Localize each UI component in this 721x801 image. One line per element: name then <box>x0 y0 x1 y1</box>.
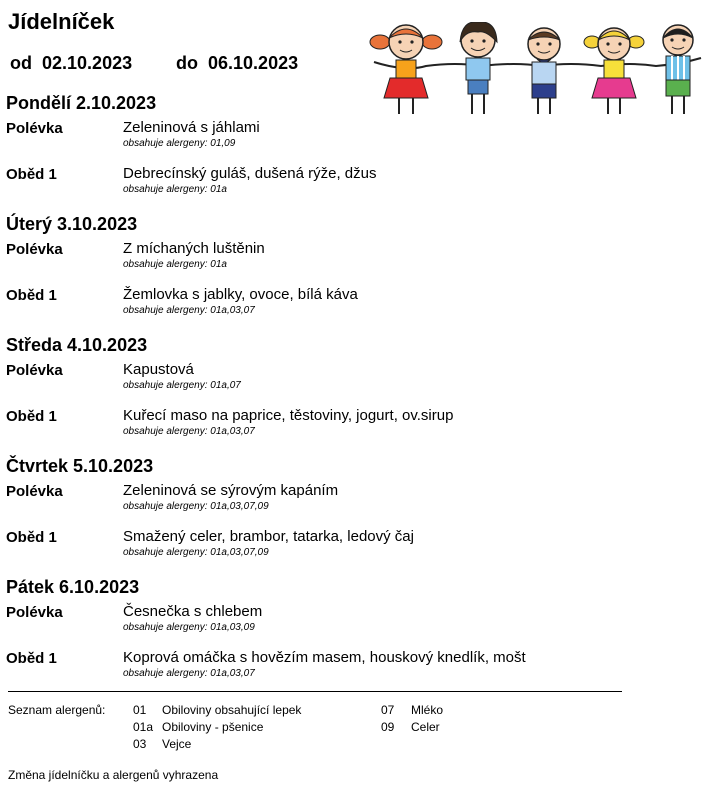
meal-text: Z míchaných luštěnin <box>123 240 265 257</box>
meal-row-soup <box>6 238 626 284</box>
meal-allergens: obsahuje alergeny: 01a,03,09 <box>123 622 255 633</box>
day-block-friday <box>6 577 626 693</box>
meal-allergens: obsahuje alergeny: 01a,03,07 <box>123 426 255 437</box>
meal-text: Debrecínský guláš, dušená rýže, džus <box>123 165 377 182</box>
allergen-code: 09 <box>381 720 395 734</box>
meal-label: Oběd 1 <box>6 166 57 183</box>
allergen-name: Mléko <box>411 703 444 717</box>
meal-text: Smažený celer, brambor, tatarka, ledový čaj <box>123 528 414 545</box>
date-from-value: 02.10.2023 <box>42 53 133 73</box>
meal-label: Polévka <box>6 362 63 379</box>
date-from-label: od <box>10 53 32 73</box>
meal-row-lunch <box>6 526 626 572</box>
divider-line <box>8 691 622 692</box>
meal-label: Polévka <box>6 120 63 137</box>
allergen-legend-title: Seznam alergenů: <box>8 703 106 717</box>
meal-text: Zeleninová se sýrovým kapáním <box>123 482 339 499</box>
meal-text: Česnečka s chlebem <box>123 603 263 620</box>
footer-note: Změna jídelníčku a alergenů vyhrazena <box>8 768 219 782</box>
allergen-code: 07 <box>381 703 395 717</box>
meal-row-lunch <box>6 163 626 209</box>
meal-label: Polévka <box>6 241 63 258</box>
allergen-name: Obiloviny - pšenice <box>162 720 264 734</box>
meal-row-lunch <box>6 647 626 693</box>
allergen-code: 03 <box>133 737 147 751</box>
meal-label: Oběd 1 <box>6 650 57 667</box>
day-title: Úterý 3.10.2023 <box>6 214 138 234</box>
meal-label: Oběd 1 <box>6 529 57 546</box>
day-block-tuesday <box>6 214 626 330</box>
meal-row-soup <box>6 359 626 405</box>
meal-allergens: obsahuje alergeny: 01,09 <box>123 138 236 149</box>
date-to-value: 06.10.2023 <box>208 53 299 73</box>
meal-allergens: obsahuje alergeny: 01a,03,07,09 <box>123 501 269 512</box>
meal-row-lunch <box>6 405 626 451</box>
meal-text: Kapustová <box>123 361 194 378</box>
allergen-name: Obiloviny obsahující lepek <box>162 703 302 717</box>
day-title: Pondělí 2.10.2023 <box>6 93 157 113</box>
kid-5-figure <box>663 25 693 114</box>
page-title: Jídelníček <box>8 9 115 34</box>
allergen-name: Celer <box>411 720 440 734</box>
date-to <box>176 53 298 74</box>
day-title: Středa 4.10.2023 <box>6 335 148 355</box>
date-to-label: do <box>176 53 198 73</box>
allergen-name: Vejce <box>162 737 192 751</box>
meal-label: Polévka <box>6 604 63 621</box>
meal-text: Koprová omáčka s hovězím masem, houskový knedlík, mošt <box>123 649 526 666</box>
date-from <box>10 53 132 74</box>
meal-allergens: obsahuje alergeny: 01a,03,07,09 <box>123 547 269 558</box>
meal-allergens: obsahuje alergeny: 01a <box>123 259 227 270</box>
meal-row-soup <box>6 117 626 163</box>
meal-label: Oběd 1 <box>6 408 57 425</box>
meal-label: Oběd 1 <box>6 287 57 304</box>
meal-allergens: obsahuje alergeny: 01a <box>123 184 227 195</box>
meal-allergens: obsahuje alergeny: 01a,07 <box>123 380 241 391</box>
meal-allergens: obsahuje alergeny: 01a,03,07 <box>123 305 255 316</box>
day-block-thursday <box>6 456 626 572</box>
meal-label: Polévka <box>6 483 63 500</box>
day-title: Pátek 6.10.2023 <box>6 577 140 597</box>
meal-row-soup <box>6 601 626 647</box>
allergen-code: 01 <box>133 703 147 717</box>
meal-allergens: obsahuje alergeny: 01a,03,07 <box>123 668 255 679</box>
day-block-wednesday <box>6 335 626 451</box>
meal-row-soup <box>6 480 626 526</box>
day-title: Čtvrtek 5.10.2023 <box>6 456 154 476</box>
meal-text: Zeleninová s jáhlami <box>123 119 260 136</box>
day-block-monday <box>6 93 626 209</box>
allergen-code: 01a <box>133 720 154 734</box>
meal-text: Žemlovka s jablky, ovoce, bílá káva <box>123 286 358 303</box>
meal-text: Kuřecí maso na paprice, těstoviny, jogurt, ov.sirup <box>123 407 454 424</box>
meal-row-lunch <box>6 284 626 330</box>
